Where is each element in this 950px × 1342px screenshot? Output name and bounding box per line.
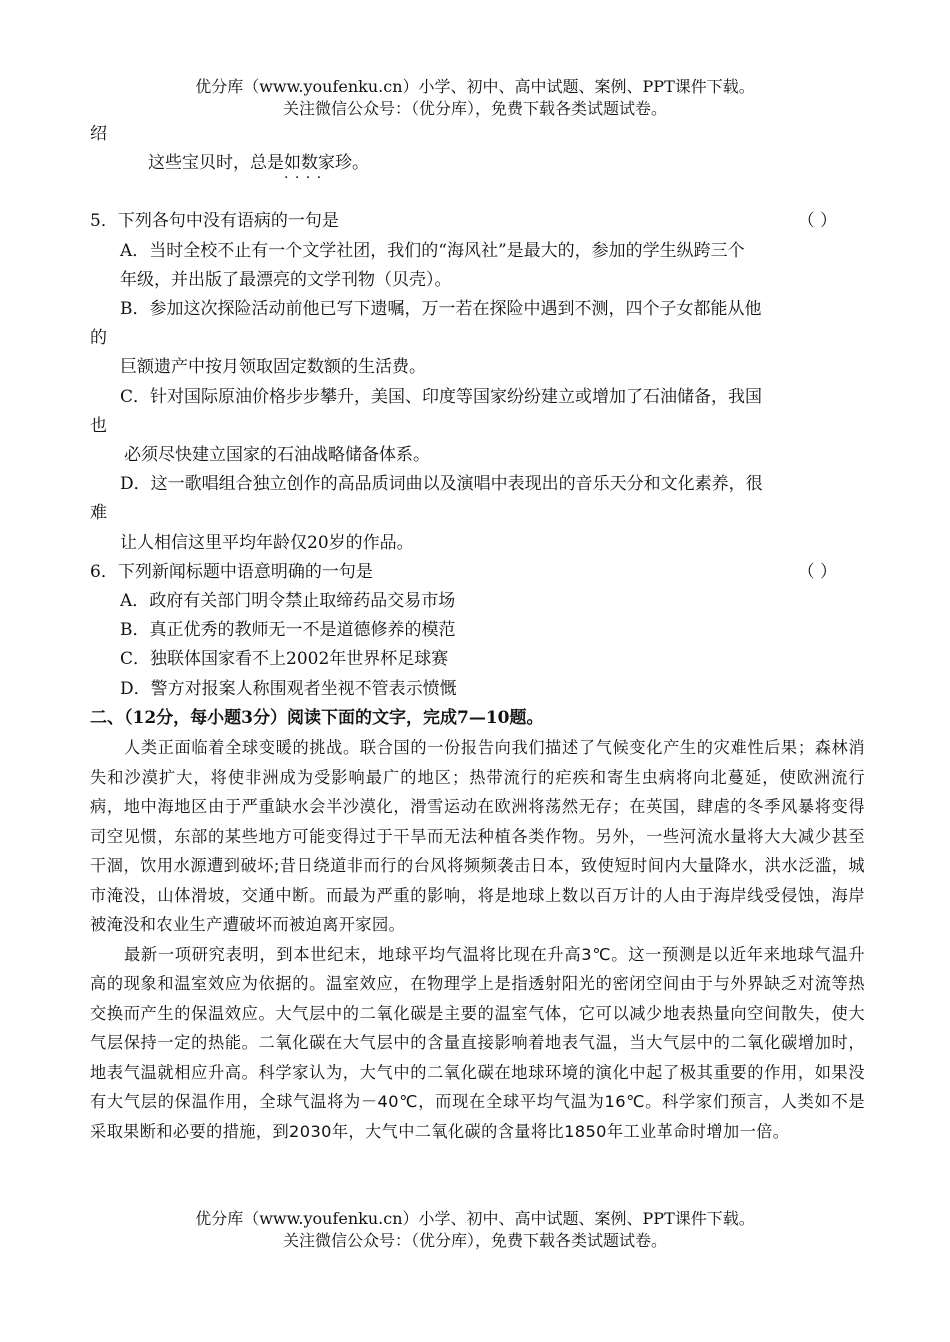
dotted-idiom: 如数家珍 · · xyxy=(284,153,352,173)
page-header xyxy=(0,76,950,120)
footer-line-2: 关注微信公众号：（优分库），免费下载各类试题试卷。 xyxy=(282,1231,667,1250)
header-line-1: 优分库（www.youfenku.cn）小学、初中、高中试题、案例、PPT课件下载。 xyxy=(195,77,755,96)
q5-option-d-line-3: 让人相信这里平均年龄仅20岁的作品。 xyxy=(120,532,414,553)
page-footer xyxy=(0,1208,950,1252)
q5-option-b-line-3: 巨额遗产中按月领取固定数额的生活费。 xyxy=(120,357,426,378)
q5-option-c-line-2: 也 xyxy=(90,415,107,436)
q5-option-a-line-2: 年级，并出版了最漂亮的文学刊物（贝壳）。 xyxy=(120,269,452,290)
passage-paragraph-2: 最新一项研究表明，到本世纪末，地球平均气温将比现在升高3℃。这一预测是以近年来地球气温升高的现象和温室效应为依据的。温室效应，在物理学上是指透射阳光的密闭空间由于与外界缺乏对流等热交换而产生的保温效应。大气层中的二氧化碳是主要的温室气体，它可以减少地表热量向空间散失，使大气层保持一定的热能。二氧化碳在大气层中的含量直接影响着地表气温，当大气层中的二氧化碳增加时，地表气温就相应升高。科学家认为，大气中的二氧化碳在地球环境的演化中起了极其重要的作用，如果没有大气层的保温作用，全球气温将为－40℃，而现在全球平均气温为16℃。科学家们预言，人类如不是采取果断和必要的措施，到2030年，大气中二氧化碳的含量将比1850年工业革命时增加一倍。 xyxy=(90,944,865,1141)
q5-option-c-line-3: 必须尽快建立国家的石油战略储备体系。 xyxy=(124,445,430,466)
q5-option-c-line-1: C．针对国际原油价格步步攀升，美国、印度等国家纷纷建立或增加了石油储备，我国 xyxy=(120,386,763,407)
carryover-line-2 xyxy=(90,149,865,178)
q6-option-d: D．警方对报案人称围观者坐视不管表示愤慨 xyxy=(120,678,457,699)
spacer xyxy=(90,178,865,207)
section-2-title: 二、（12分，每小题3分）阅读下面的文字，完成7—10题。 xyxy=(90,707,544,728)
q5-option-d-line-1: D．这一歌唱组合独立创作的高品质词曲以及演唱中表现出的音乐天分和文化素养，很 xyxy=(120,474,763,495)
document-body xyxy=(90,120,865,1146)
carryover-period: 。 xyxy=(352,153,369,174)
answer-blank-6: （ ） xyxy=(797,561,837,582)
passage-paragraph-1: 人类正面临着全球变暖的挑战。联合国的一份报告向我们描述了气候变化产生的灾难性后果；森林消失和沙漠扩大，将使非洲成为受影响最广的地区；热带流行的疟疾和寄生虫病将向北蔓延，使欧洲流行病，地中海地区由于严重缺水会半沙漠化，滑雪运动在欧洲将荡然无存；在英国，肆虐的冬季风暴将变得司空见惯，东部的某些地方可能变得过于干旱而无法种植各类作物。另外，一些河流水量将大大减少甚至干涸，饮用水源遭到破坏;昔日绕道非而行的台风将频频袭击日本，致使短时间内大量降水，洪水泛滥，城市淹没，山体滑坡，交通中断。而最为严重的影响，将是地球上数以百万计的人由于海岸线受侵蚀，海岸被淹没和农业生产遭破坏而被迫离开家园。 xyxy=(90,738,865,935)
q5-option-b-line-1: B．参加这次探险活动前他已写下遗嘱，万一若在探险中遇到不测，四个子女都能从他 xyxy=(120,299,762,320)
answer-blank-5: （ ） xyxy=(797,211,837,232)
q6-option-a: A．政府有关部门明令禁止取缔药品交易市场 xyxy=(120,591,456,612)
question-6-stem xyxy=(90,558,865,587)
carryover-text: 这些宝贝时，总是 xyxy=(148,153,284,174)
q5-option-b-line-2: 的 xyxy=(90,328,107,349)
q5-option-d-line-2: 难 xyxy=(90,503,107,524)
question-5-text: 5．下列各句中没有语病的一句是 xyxy=(90,211,339,232)
q6-option-b: B．真正优秀的教师无一不是道德修养的模范 xyxy=(120,620,456,641)
q6-option-c: C．独联体国家看不上2002年世界杯足球赛 xyxy=(120,649,449,670)
question-6-text: 6．下列新闻标题中语意明确的一句是 xyxy=(90,561,373,582)
question-5-stem xyxy=(90,207,865,236)
header-line-2: 关注微信公众号：（优分库），免费下载各类试题试卷。 xyxy=(282,99,667,118)
q5-option-a-line-1: A．当时全校不止有一个文学社团，我们的“海风社”是最大的，参加的学生纵跨三个 xyxy=(120,240,745,261)
carryover-line-1: 绍 xyxy=(90,124,107,144)
footer-line-1: 优分库（www.youfenku.cn）小学、初中、高中试题、案例、PPT课件下载。 xyxy=(195,1209,755,1228)
